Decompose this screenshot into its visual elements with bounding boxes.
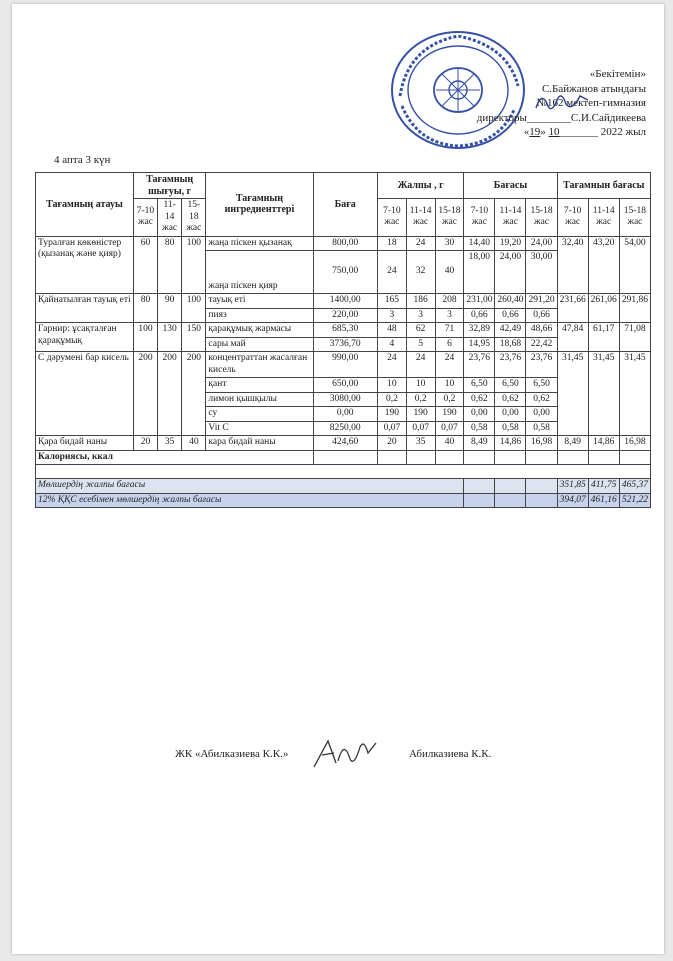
yield-cell: 200 <box>133 352 157 436</box>
grams-cell: 24 <box>406 236 435 251</box>
grams-cell: 48 <box>377 323 406 338</box>
vat-total-row <box>36 493 651 508</box>
cost-cell: 23,76 <box>464 352 495 378</box>
cost-cell: 19,20 <box>495 236 526 251</box>
total-row <box>36 479 651 494</box>
dish-cost-cell: 43,20 <box>588 236 619 294</box>
total-value: 465,37 <box>619 479 650 494</box>
cost-cell: 231,00 <box>464 294 495 309</box>
cost-cell: 0,66 <box>495 308 526 323</box>
ingredient-name: қарақұмық жармасы <box>206 323 313 338</box>
dish-cost-cell: 291,86 <box>619 294 650 323</box>
age-header: 15-18 жас <box>619 199 650 237</box>
grams-cell: 35 <box>406 436 435 451</box>
grams-cell: 3 <box>377 308 406 323</box>
dish-cost-cell: 47,84 <box>557 323 588 352</box>
ingredient-name: концентраттан жасалған кисель <box>206 352 313 378</box>
vat-total-label: 12% ҚҚС есебімен мөлшердің жалпы бағасы <box>36 493 464 508</box>
grams-cell: 3 <box>435 308 464 323</box>
approval-title: «Бекітемін» <box>589 68 646 80</box>
ingredient-name: қант <box>206 378 313 393</box>
cost-cell: 14,95 <box>464 337 495 352</box>
cost-cell: 18,00 <box>464 251 495 294</box>
dish-cost-cell: 61,17 <box>588 323 619 352</box>
table-row <box>36 436 651 451</box>
age-header: 7-10 жас <box>377 199 406 237</box>
age-header: 7-10 жас <box>557 199 588 237</box>
dish-cost-cell: 261,06 <box>588 294 619 323</box>
yield-cell: 200 <box>182 352 206 436</box>
age-header: 11-14 жас <box>495 199 526 237</box>
dish-cost-cell: 31,45 <box>557 352 588 436</box>
grams-cell: 40 <box>435 436 464 451</box>
ingredient-name: су <box>206 407 313 422</box>
age-header: 11-14 жас <box>158 199 182 237</box>
cost-cell: 30,00 <box>526 251 557 294</box>
cost-cell: 0,66 <box>526 308 557 323</box>
grams-cell: 0,07 <box>406 421 435 436</box>
approval-date: «19» 10_______ 2022 жыл <box>523 126 646 138</box>
age-header: 15-18 жас <box>435 199 464 237</box>
cost-cell: 48,66 <box>526 323 557 338</box>
table-row <box>36 352 651 378</box>
grams-cell: 0,2 <box>377 392 406 407</box>
blank-row <box>36 465 651 479</box>
yield-cell: 40 <box>182 436 206 451</box>
grams-cell: 24 <box>377 352 406 378</box>
ingredient-name: пияз <box>206 308 313 323</box>
price-cell: 8250,00 <box>313 421 377 436</box>
cost-cell: 24,00 <box>495 251 526 294</box>
cost-cell: 0,66 <box>464 308 495 323</box>
age-header: 7-10 жас <box>464 199 495 237</box>
yield-cell: 80 <box>133 294 157 323</box>
grams-cell: 0,2 <box>435 392 464 407</box>
grams-cell: 165 <box>377 294 406 309</box>
cost-cell: 16,98 <box>526 436 557 451</box>
ingredient-name: лимон қышқылы <box>206 392 313 407</box>
cost-cell: 24,00 <box>526 236 557 251</box>
grams-cell: 40 <box>435 251 464 294</box>
age-header: 11-14 жас <box>406 199 435 237</box>
cost-cell: 291,20 <box>526 294 557 309</box>
header-price: Баға <box>313 173 377 237</box>
yield-cell: 35 <box>158 436 182 451</box>
dish-cost-cell: 231,66 <box>557 294 588 323</box>
grams-cell: 30 <box>435 236 464 251</box>
cost-cell: 32,89 <box>464 323 495 338</box>
total-value: 411,75 <box>588 479 619 494</box>
grams-cell: 0,07 <box>435 421 464 436</box>
calories-label: Калориясы, ккал <box>36 450 314 465</box>
signature-name: Абилказиева К.К. <box>409 748 492 760</box>
yield-cell: 20 <box>133 436 157 451</box>
price-cell: 650,00 <box>313 378 377 393</box>
cost-cell: 0,58 <box>526 421 557 436</box>
cost-cell: 42,49 <box>495 323 526 338</box>
approval-school-number: №162 мектеп-гимназия <box>536 97 646 109</box>
table-row <box>36 236 651 251</box>
price-cell: 220,00 <box>313 308 377 323</box>
menu-table <box>35 172 651 508</box>
grams-cell: 24 <box>435 352 464 378</box>
vat-total-value: 521,22 <box>619 493 650 508</box>
signature-company: ЖК «Абилказиева К.К.» <box>175 748 289 760</box>
table-row <box>36 323 651 338</box>
dish-cost-cell: 54,00 <box>619 236 650 294</box>
header-total-grams: Жалпы , г <box>377 173 463 199</box>
week-label: 4 апта 3 күн <box>54 154 111 166</box>
yield-cell: 200 <box>158 352 182 436</box>
grams-cell: 3 <box>406 308 435 323</box>
ingredient-name: жаңа піскен қияр <box>206 251 313 294</box>
dish-cost-cell: 31,45 <box>588 352 619 436</box>
table-header-row <box>36 173 651 199</box>
cost-cell: 23,76 <box>526 352 557 378</box>
approval-director: директоры________С.И.Сайдикеева <box>476 111 646 124</box>
grams-cell: 0,07 <box>377 421 406 436</box>
grams-cell: 24 <box>406 352 435 378</box>
grams-cell: 0,2 <box>406 392 435 407</box>
yield-cell: 100 <box>133 323 157 352</box>
dish-cost-cell: 14,86 <box>588 436 619 451</box>
grams-cell: 186 <box>406 294 435 309</box>
cost-cell: 0,62 <box>464 392 495 407</box>
dish-name: Қара бидай наны <box>36 436 134 451</box>
header-dish-name: Тағамның атауы <box>36 173 134 237</box>
dish-cost-cell: 31,45 <box>619 352 650 436</box>
grams-cell: 190 <box>406 407 435 422</box>
dish-cost-cell: 32,40 <box>557 236 588 294</box>
grams-cell: 32 <box>406 251 435 294</box>
dish-cost-cell: 8,49 <box>557 436 588 451</box>
ingredient-name: кара бидай наны <box>206 436 313 451</box>
director-signature-icon <box>532 88 592 116</box>
cost-cell: 22,42 <box>526 337 557 352</box>
price-cell: 800,00 <box>313 236 377 251</box>
vat-total-value: 394,07 <box>557 493 588 508</box>
grams-cell: 20 <box>377 436 406 451</box>
cost-cell: 0,58 <box>495 421 526 436</box>
age-header: 11-14 жас <box>588 199 619 237</box>
cost-cell: 18,68 <box>495 337 526 352</box>
header-yield: Тағамның шығуы, г <box>133 173 206 199</box>
cost-cell: 0,58 <box>464 421 495 436</box>
price-cell: 0,00 <box>313 407 377 422</box>
yield-cell: 80 <box>158 236 182 294</box>
price-cell: 424,60 <box>313 436 377 451</box>
cost-cell: 260,40 <box>495 294 526 309</box>
price-cell: 3080,00 <box>313 392 377 407</box>
vat-total-value: 461,16 <box>588 493 619 508</box>
handwritten-signature-icon <box>310 733 380 773</box>
grams-cell: 71 <box>435 323 464 338</box>
price-cell: 3736,70 <box>313 337 377 352</box>
header-dish-cost: Тағамнын бағасы <box>557 173 650 199</box>
ingredient-name: Vit C <box>206 421 313 436</box>
grams-cell: 10 <box>435 378 464 393</box>
cost-cell: 14,86 <box>495 436 526 451</box>
ingredient-name: жаңа піскен қызанақ <box>206 236 313 251</box>
cost-cell: 0,00 <box>464 407 495 422</box>
cost-cell: 0,62 <box>526 392 557 407</box>
cost-cell: 0,00 <box>526 407 557 422</box>
age-header: 15-18 жас <box>182 199 206 237</box>
header-cost: Бағасы <box>464 173 557 199</box>
grams-cell: 4 <box>377 337 406 352</box>
cost-cell: 6,50 <box>464 378 495 393</box>
total-value: 351,85 <box>557 479 588 494</box>
grams-cell: 190 <box>377 407 406 422</box>
yield-cell: 150 <box>182 323 206 352</box>
dish-name: Туралған көкөністер (қызанақ және қияр) <box>36 236 134 294</box>
table-row <box>36 294 651 309</box>
age-header: 7-10 жас <box>133 199 157 237</box>
price-cell: 750,00 <box>313 251 377 294</box>
cost-cell: 6,50 <box>495 378 526 393</box>
yield-cell: 100 <box>182 236 206 294</box>
yield-cell: 100 <box>182 294 206 323</box>
price-cell: 685,30 <box>313 323 377 338</box>
total-label: Мөлшердің жалпы бағасы <box>36 479 464 494</box>
dish-name: Гарнир: ұсақталған қарақұмық <box>36 323 134 352</box>
dish-cost-cell: 16,98 <box>619 436 650 451</box>
yield-cell: 130 <box>158 323 182 352</box>
header-ingredients: Тағамның ингредиенттері <box>206 173 313 237</box>
cost-cell: 23,76 <box>495 352 526 378</box>
cost-cell: 6,50 <box>526 378 557 393</box>
age-header: 15-18 жас <box>526 199 557 237</box>
approval-school-name: С.Байжанов атындағы <box>541 82 646 95</box>
grams-cell: 208 <box>435 294 464 309</box>
cost-cell: 0,00 <box>495 407 526 422</box>
grams-cell: 10 <box>406 378 435 393</box>
cost-cell: 8,49 <box>464 436 495 451</box>
ingredient-name: сары май <box>206 337 313 352</box>
grams-cell: 190 <box>435 407 464 422</box>
grams-cell: 18 <box>377 236 406 251</box>
dish-name: Қайнатылған тауық еті <box>36 294 134 323</box>
grams-cell: 62 <box>406 323 435 338</box>
grams-cell: 5 <box>406 337 435 352</box>
grams-cell: 6 <box>435 337 464 352</box>
ingredient-name: тауық еті <box>206 294 313 309</box>
cost-cell: 14,40 <box>464 236 495 251</box>
grams-cell: 10 <box>377 378 406 393</box>
dish-name: С дәрумені бар кисель <box>36 352 134 436</box>
cost-cell: 0,62 <box>495 392 526 407</box>
yield-cell: 90 <box>158 294 182 323</box>
dish-cost-cell: 71,08 <box>619 323 650 352</box>
price-cell: 1400,00 <box>313 294 377 309</box>
price-cell: 990,00 <box>313 352 377 378</box>
yield-cell: 60 <box>133 236 157 294</box>
grams-cell: 24 <box>377 251 406 294</box>
calories-row <box>36 450 651 465</box>
